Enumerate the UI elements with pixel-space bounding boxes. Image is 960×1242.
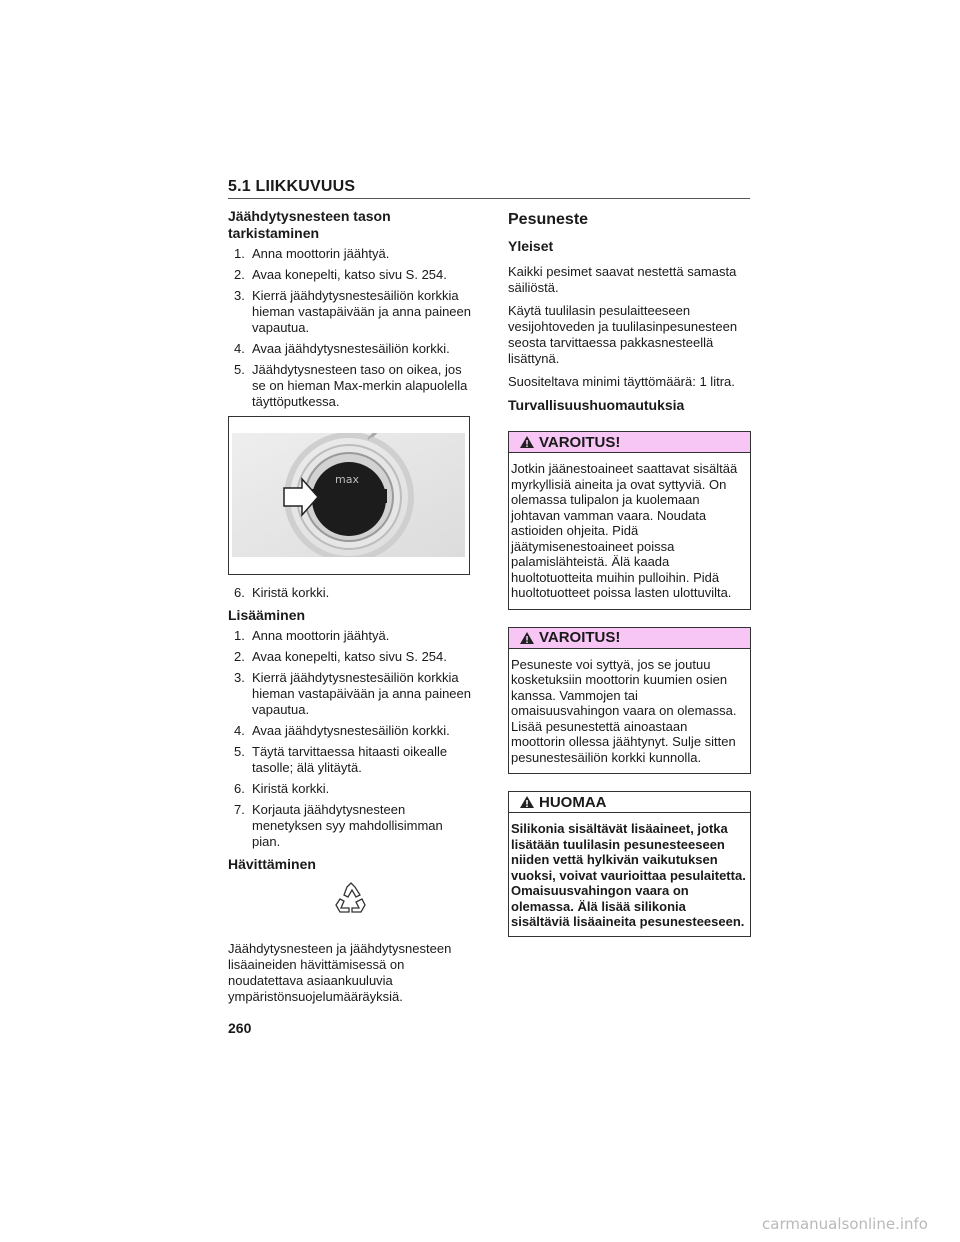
adding-steps	[228, 628, 473, 850]
washer-fluid-title: Pesuneste	[508, 211, 589, 228]
note-box	[508, 791, 751, 937]
list-item: 6. Kiristä korkki.	[234, 585, 330, 600]
warning-header	[509, 432, 750, 453]
coolant-check-step6	[228, 585, 473, 601]
disposal-title: Hävittäminen	[228, 856, 316, 872]
warning-box-1	[508, 431, 751, 610]
coolant-cap-illustration	[232, 433, 465, 557]
list-item: 3. Kierrä jäähdytysnestesäiliön korkkia hieman vastapäivään ja anna paineen vapautua.	[234, 670, 472, 717]
warning-triangle-icon	[519, 631, 535, 645]
list-item: 2. Avaa konepelti, katso sivu S. 254.	[234, 649, 447, 664]
list-item: 5. Täytä tarvittaessa hitaasti oikealle tasolle; älä ylitäytä.	[234, 744, 448, 775]
right-column	[508, 208, 751, 953]
list-item: 1. Anna moottorin jäähtyä.	[234, 628, 390, 643]
list-item: 3. Kierrä jäähdytysnestesäiliön korkkia hieman vastapäivään ja anna paineen vapautua.	[234, 288, 472, 335]
note-header	[509, 792, 750, 813]
general-para-1: Kaikki pesimet saavat nestettä samasta säiliöstä.	[508, 264, 737, 295]
left-column	[228, 208, 473, 1012]
recycle-icon	[333, 881, 369, 917]
note-label: HUOMAA	[539, 793, 607, 811]
warning-box-2	[508, 627, 751, 775]
warning-label: VAROITUS!	[539, 433, 621, 451]
list-item: 4. Avaa jäähdytysnestesäiliön korkki.	[234, 723, 450, 738]
list-item: 7. Korjauta jäähdytysnesteen menetyksen syy mahdollisimman pian.	[234, 802, 443, 849]
warning-text: Pesuneste voi syttyä, jos se joutuu kosketuksiin moottorin kuumien osien kanssa. Vammojen tai omaisuusvahingon vaara on olemassa. Lisää pesunestettä ainoastaan moottorin ollessa jäähtynyt. Sulje sitten pesunestesäiliön korkki kunnolla.	[511, 656, 737, 765]
warning-header	[509, 628, 750, 649]
warning-triangle-icon	[519, 795, 535, 809]
adding-title: Lisääminen	[228, 607, 306, 623]
max-mark-label: max	[335, 473, 359, 486]
safety-title: Turvallisuushuomautuksia	[508, 397, 685, 413]
general-para-2: Käytä tuulilasin pesulaitteeseen vesijohtoveden ja tuulilasinpesunesteen seosta tarvittaessa pakkasnesteellä lisättynä.	[508, 303, 738, 366]
coolant-cap-figure	[228, 416, 470, 575]
disposal-text: Jäähdytysnesteen ja jäähdytysnesteen lisäaineiden hävittämisessä on noudatettava asiaankuuluvia ympäristönsuojelumääräyksiä.	[228, 941, 452, 1004]
watermark: carmanualsonline.info	[762, 1215, 928, 1233]
list-item: 1. Anna moottorin jäähtyä.	[234, 246, 390, 261]
note-text: Silikonia sisältävät lisäaineet, jotka lisätään tuulilasin pesunesteeseen niiden vettä hylkivän vaikutuksen vuoksi, voivat vaurioittaa pesulaitetta. Omaisuusvahingon vaara on olemassa. Älä lisää silikonia sisältäviä lisäaineita pesunesteeseen.	[511, 821, 746, 929]
warning-label: VAROITUS!	[539, 629, 621, 646]
general-para-3: Suositeltava minimi täyttömäärä: 1 litra.	[508, 374, 735, 389]
list-item: 5. Jäähdytysnesteen taso on oikea, jos se on hieman Max-merkin alapuolella täyttöputkessa.	[234, 362, 468, 409]
general-title: Yleiset	[508, 238, 554, 254]
list-item: 6. Kiristä korkki.	[234, 781, 330, 796]
section-header: 5.1 LIIKKUVUUS	[228, 178, 750, 199]
page-number: 260	[228, 1020, 252, 1036]
list-item: 2. Avaa konepelti, katso sivu S. 254.	[234, 267, 447, 282]
coolant-check-steps	[228, 246, 473, 410]
warning-text: Jotkin jäänestoaineet saattavat sisältää myrkyllisiä aineita ja ovat syttyviä. On olemassa tulipalon ja kuolemaan johtavan vamman vaara. Noudata astioiden ohjeita. Pidä jäätymisenestoaineet poissa palamislähteistä. Älä kaada huoltotuotteita muihin pulloihin. Pidä huoltotuotteet poissa lasten ulottuvilta.	[511, 461, 738, 600]
list-item: 4. Avaa jäähdytysnestesäiliön korkki.	[234, 341, 450, 356]
coolant-check-title: Jäähdytysnesteen tason tarkistaminen	[228, 208, 391, 241]
warning-triangle-icon	[519, 435, 535, 449]
